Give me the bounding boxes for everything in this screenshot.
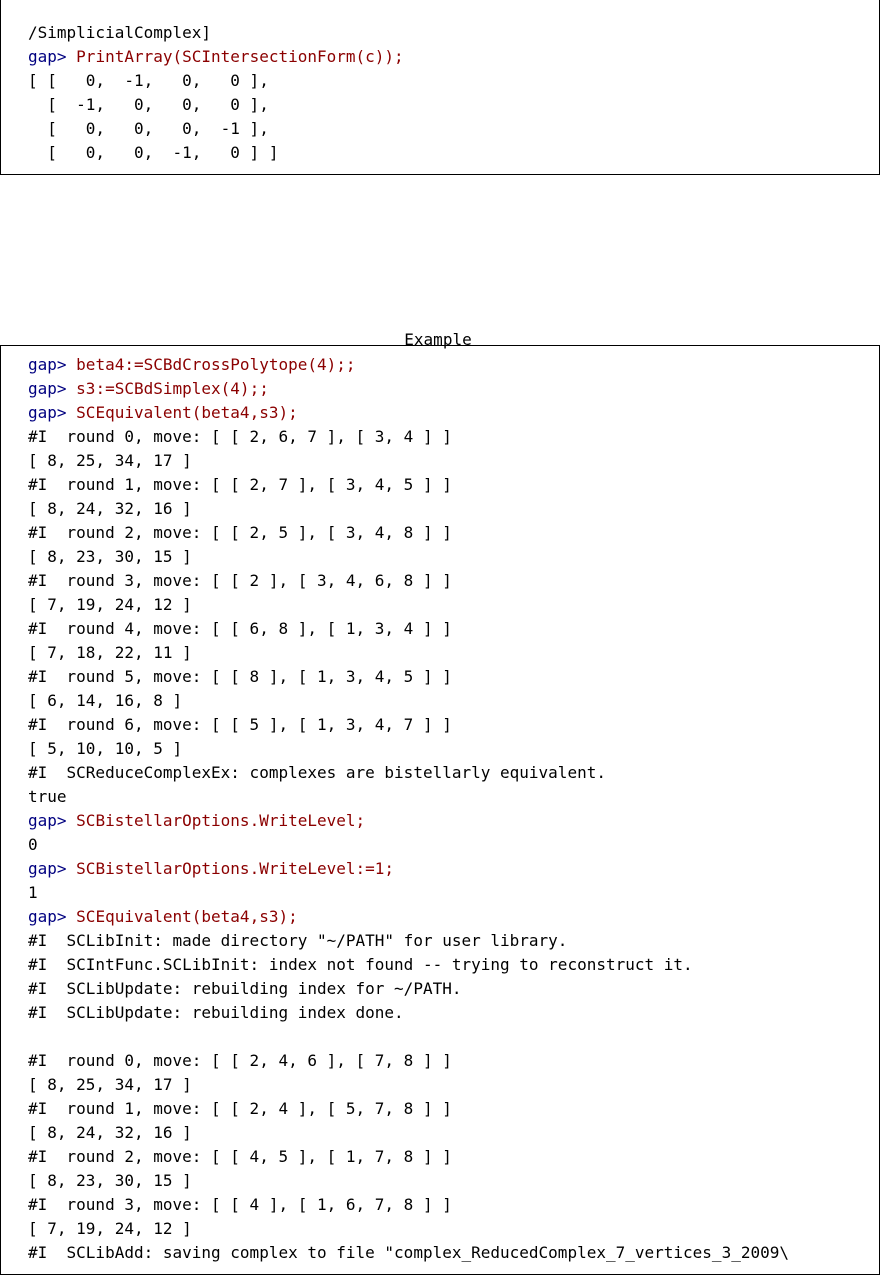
gap-prompt: gap>: [28, 355, 77, 374]
output-line: [28, 1169, 789, 1193]
output-line: [28, 833, 789, 857]
command-text: SCBistellarOptions.WriteLevel:=1;: [76, 859, 395, 878]
output-line: [28, 977, 789, 1001]
gap-prompt: gap>: [28, 403, 77, 422]
output-line: [28, 1217, 789, 1241]
gap-prompt: gap>: [28, 859, 77, 878]
output-line: [28, 1193, 789, 1217]
output-text: #I SCReduceComplexEx: complexes are bistellarly equivalent.: [28, 763, 606, 782]
output-line: [28, 545, 789, 569]
output-text: [ 8, 25, 34, 17 ]: [28, 451, 192, 470]
input-line: [28, 377, 789, 401]
command-text: s3:=SCBdSimplex(4);;: [76, 379, 269, 398]
output-text: [ 7, 19, 24, 12 ]: [28, 1219, 192, 1238]
output-text: [ 8, 24, 32, 16 ]: [28, 499, 192, 518]
output-line: [28, 1145, 789, 1169]
output-text: [ 6, 14, 16, 8 ]: [28, 691, 183, 710]
output-text: [ 8, 24, 32, 16 ]: [28, 1123, 192, 1142]
output-line: [28, 1241, 789, 1265]
output-line: [28, 689, 789, 713]
output-text: #I round 5, move: [ [ 8 ], [ 1, 3, 4, 5 ] ]: [28, 667, 452, 686]
gap-prompt: gap>: [28, 47, 77, 66]
output-text: 1: [28, 883, 38, 902]
output-line: [28, 569, 789, 593]
output-text: [ 5, 10, 10, 5 ]: [28, 739, 183, 758]
output-line: [28, 1025, 789, 1049]
output-text: #I round 1, move: [ [ 2, 4 ], [ 5, 7, 8 ] ]: [28, 1099, 452, 1118]
output-line: [28, 737, 789, 761]
output-text: 0: [28, 835, 38, 854]
output-text: #I round 0, move: [ [ 2, 4, 6 ], [ 7, 8 ] ]: [28, 1051, 452, 1070]
input-line: [28, 809, 789, 833]
output-line: [28, 1121, 789, 1145]
input-line: [28, 905, 789, 929]
output-text: [ [ 0, -1, 0, 0 ],: [28, 71, 269, 90]
output-text: #I SCLibUpdate: rebuilding index done.: [28, 1003, 404, 1022]
command-text: PrintArray(SCIntersectionForm(c));: [76, 47, 404, 66]
input-line: [28, 857, 789, 881]
output-text: [ 8, 25, 34, 17 ]: [28, 1075, 192, 1094]
output-line: [28, 953, 789, 977]
code-block-intersection-form: [0, 0, 880, 175]
output-text: #I SCLibInit: made directory "~/PATH" for user library.: [28, 931, 568, 950]
output-line: [28, 1049, 789, 1073]
example-label: Example: [395, 330, 480, 350]
input-line: [28, 401, 789, 425]
output-line: [28, 521, 789, 545]
gap-prompt: gap>: [28, 379, 77, 398]
output-line: [28, 785, 789, 809]
output-text: [ 0, 0, 0, -1 ],: [28, 119, 269, 138]
input-line: [28, 45, 404, 69]
output-text: #I round 3, move: [ [ 2 ], [ 3, 4, 6, 8 ] ]: [28, 571, 452, 590]
output-line: [28, 665, 789, 689]
code-lines: [28, 353, 789, 1265]
output-text: [ 8, 23, 30, 15 ]: [28, 1171, 192, 1190]
output-text: [ 7, 18, 22, 11 ]: [28, 643, 192, 662]
output-line: [28, 425, 789, 449]
output-text: #I SCLibAdd: saving complex to file "complex_ReducedComplex_7_vertices_3_2009\: [28, 1243, 789, 1262]
output-line: [28, 641, 789, 665]
gap-prompt: gap>: [28, 811, 77, 830]
output-line: [28, 713, 789, 737]
output-text: #I SCLibUpdate: rebuilding index for ~/PATH.: [28, 979, 462, 998]
code-lines: [28, 21, 404, 165]
output-text: #I round 3, move: [ [ 4 ], [ 1, 6, 7, 8 ] ]: [28, 1195, 452, 1214]
output-line: [28, 473, 789, 497]
output-line: [28, 21, 404, 45]
output-line: [28, 593, 789, 617]
output-line: [28, 117, 404, 141]
output-text: [ 7, 19, 24, 12 ]: [28, 595, 192, 614]
command-text: SCBistellarOptions.WriteLevel;: [76, 811, 366, 830]
output-line: [28, 449, 789, 473]
output-line: [28, 929, 789, 953]
input-line: [28, 353, 789, 377]
command-text: SCEquivalent(beta4,s3);: [76, 907, 298, 926]
output-text: true: [28, 787, 67, 806]
code-block-example: [0, 345, 880, 1275]
output-text: [ 0, 0, -1, 0 ] ]: [28, 143, 279, 162]
output-text: /SimplicialComplex]: [28, 23, 212, 42]
output-text: [ 8, 23, 30, 15 ]: [28, 547, 192, 566]
output-line: [28, 617, 789, 641]
output-text: #I round 0, move: [ [ 2, 6, 7 ], [ 3, 4 ] ]: [28, 427, 452, 446]
output-text: [ -1, 0, 0, 0 ],: [28, 95, 269, 114]
command-text: beta4:=SCBdCrossPolytope(4);;: [76, 355, 356, 374]
output-line: [28, 1073, 789, 1097]
output-line: [28, 497, 789, 521]
output-text: #I round 4, move: [ [ 6, 8 ], [ 1, 3, 4 ] ]: [28, 619, 452, 638]
gap-prompt: gap>: [28, 907, 77, 926]
output-line: [28, 761, 789, 785]
output-line: [28, 141, 404, 165]
output-line: [28, 1001, 789, 1025]
output-text: #I round 1, move: [ [ 2, 7 ], [ 3, 4, 5 ] ]: [28, 475, 452, 494]
output-line: [28, 69, 404, 93]
output-text: #I SCIntFunc.SCLibInit: index not found -- trying to reconstruct it.: [28, 955, 693, 974]
output-line: [28, 881, 789, 905]
output-line: [28, 93, 404, 117]
output-text: #I round 6, move: [ [ 5 ], [ 1, 3, 4, 7 ] ]: [28, 715, 452, 734]
command-text: SCEquivalent(beta4,s3);: [76, 403, 298, 422]
output-line: [28, 1097, 789, 1121]
output-text: #I round 2, move: [ [ 2, 5 ], [ 3, 4, 8 ] ]: [28, 523, 452, 542]
output-text: #I round 2, move: [ [ 4, 5 ], [ 1, 7, 8 ] ]: [28, 1147, 452, 1166]
